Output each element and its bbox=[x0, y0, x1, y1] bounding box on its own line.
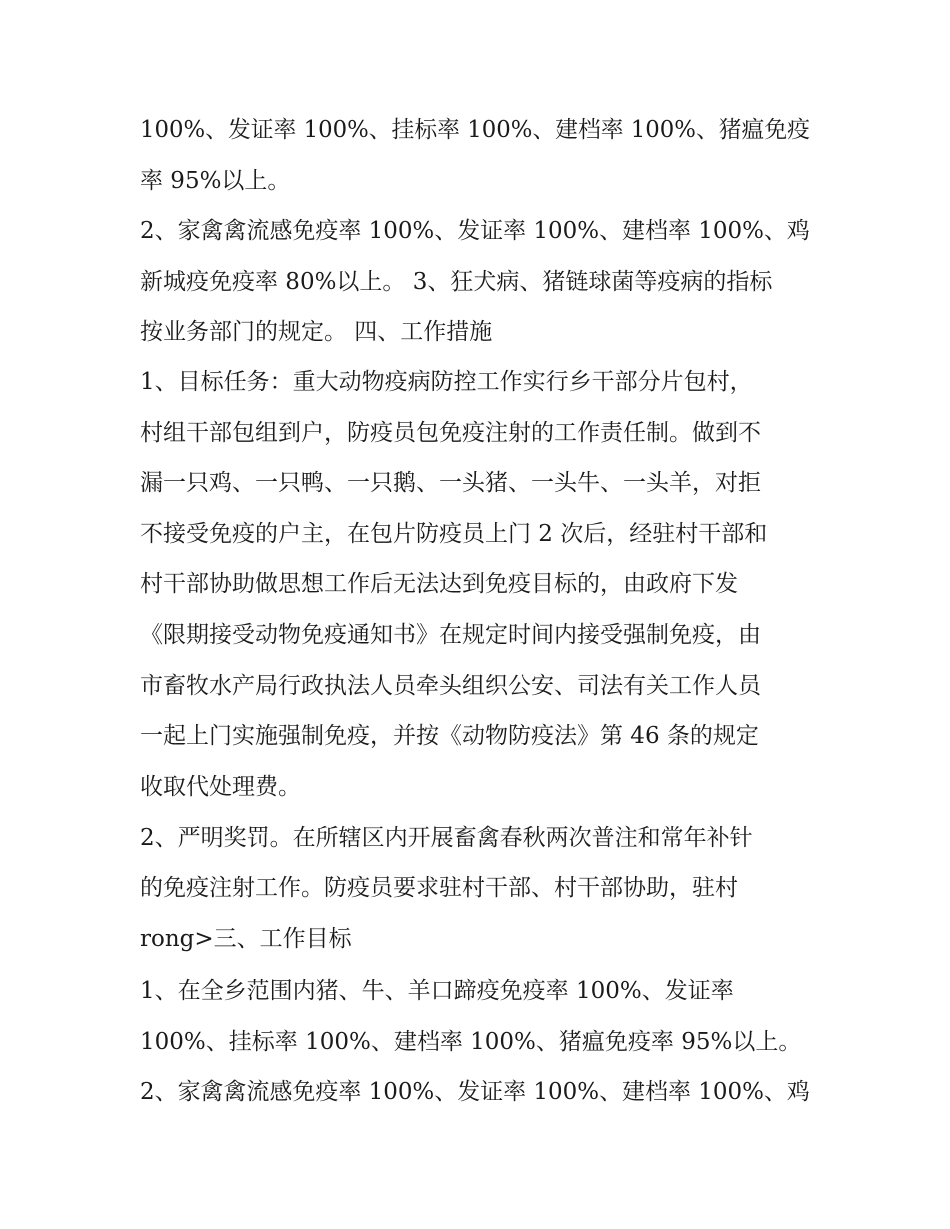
text-line: 村组干部包组到户，防疫员包免疫注射的工作责任制。做到不 bbox=[140, 420, 761, 446]
text-line: 不接受免疫的户主，在包片防疫员上门 2 次后，经驻村干部和 bbox=[140, 521, 768, 547]
text-line: 按业务部门的规定。 四、工作措施 bbox=[140, 319, 493, 345]
text-line: 的免疫注射工作。防疫员要求驻村干部、村干部协助，驻村 bbox=[140, 875, 738, 901]
text-line: 1、目标任务：重大动物疫病防控工作实行乡干部分片包村， bbox=[140, 369, 753, 395]
text-line: 100%、发证率 100%、挂标率 100%、建档率 100%、猪瘟免疫 bbox=[140, 117, 810, 143]
text-line: 100%、挂标率 100%、建档率 100%、猪瘟免疫率 95%以上。 bbox=[140, 1029, 802, 1055]
text-line: 村干部协助做思想工作后无法达到免疫目标的，由政府下发 bbox=[140, 571, 738, 597]
text-line: 2、家禽禽流感免疫率 100%、发证率 100%、建档率 100%、鸡 bbox=[140, 1079, 810, 1105]
text-line: 收取代处理费。 bbox=[140, 774, 301, 800]
text-line: 率 95%以上。 bbox=[140, 168, 291, 194]
text-line: rong>三、工作目标 bbox=[140, 926, 352, 952]
text-line: 2、严明奖罚。在所辖区内开展畜禽春秋两次普注和常年补针 bbox=[140, 825, 753, 851]
text-line: 市畜牧水产局行政执法人员牵头组织公安、司法有关工作人员 bbox=[140, 673, 761, 699]
text-line: 新城疫免疫率 80%以上。 3、狂犬病、猪链球菌等疫病的指标 bbox=[140, 269, 773, 295]
text-line: 2、家禽禽流感免疫率 100%、发证率 100%、建档率 100%、鸡 bbox=[140, 218, 810, 244]
text-line: 漏一只鸡、一只鸭、一只鹅、一头猪、一头牛、一头羊，对拒 bbox=[140, 470, 761, 496]
text-line: 一起上门实施强制免疫，并按《动物防疫法》第 46 条的规定 bbox=[140, 723, 759, 749]
text-line: 1、在全乡范围内猪、牛、羊口蹄疫免疫率 100%、发证率 bbox=[140, 978, 734, 1004]
text-line: 《限期接受动物免疫通知书》在规定时间内接受强制免疫，由 bbox=[140, 622, 761, 648]
